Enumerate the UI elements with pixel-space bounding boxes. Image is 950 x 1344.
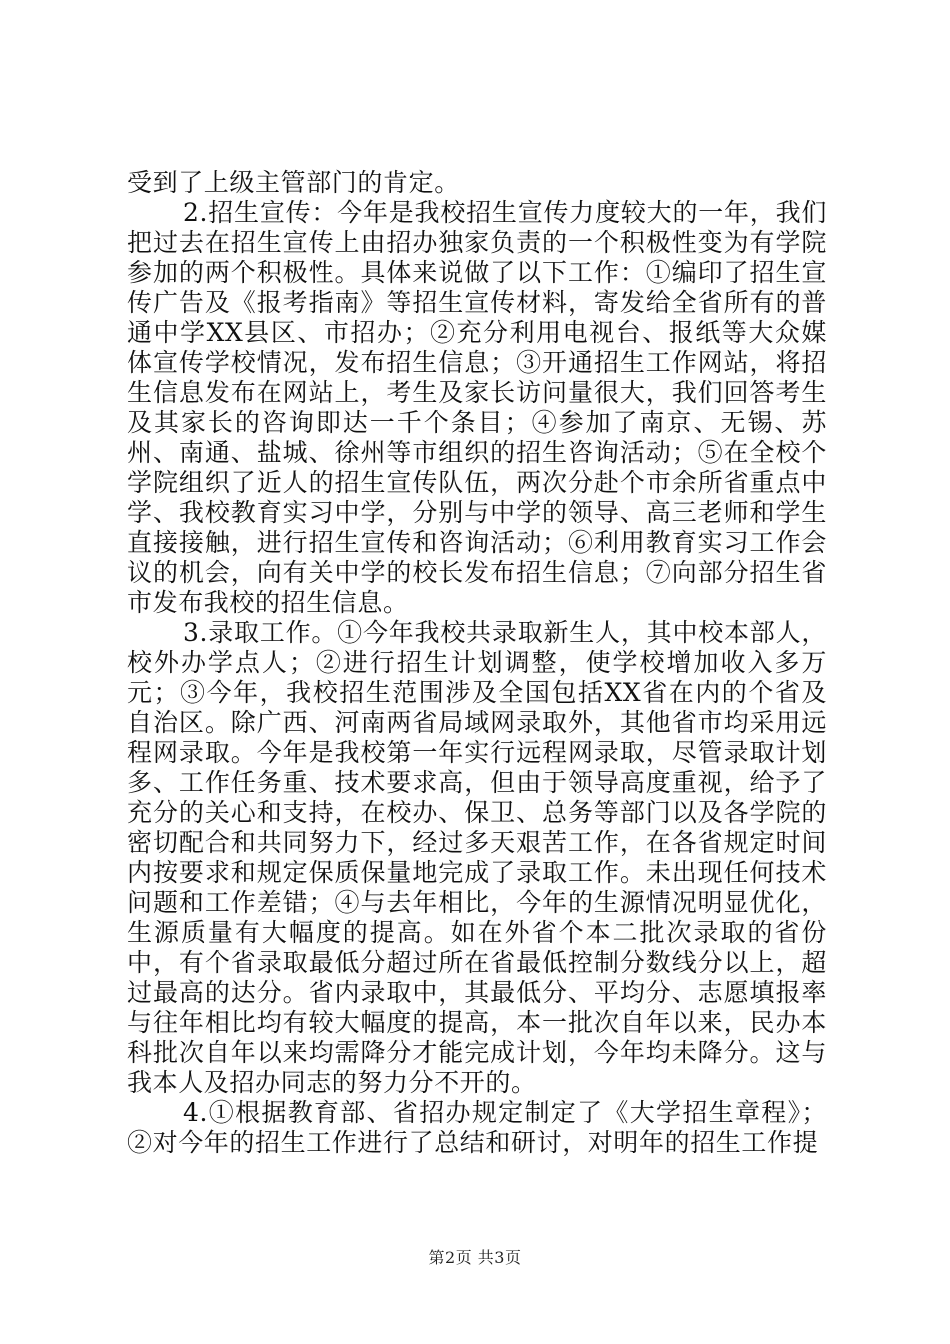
paragraph-continuation: 受到了上级主管部门的肯定。	[127, 168, 460, 197]
paragraph-admission-work: 3.录取工作。①今年我校共录取新生人，其中校本部人，校外办学点人；②进行招生计划调整，使学校增加收入多万元；③今年，我校招生范围涉及全国包括XX省在内的个省及自治区。除广西、河南两省局域网录取外，其他省市均采用远程网录取。今年是我校第一年实行远程网录取，尽管录取计划多、工作任务重、技术要求高，但由于领导高度重视，给予了充分的关心和支持，在校办、保卫、总务等部门以及各学院的密切配合和共同努力下，经过多天艰苦工作，在各省规定时间内按要求和规定保质保量地完成了录取工作。未出现任何技术问题和工作差错；④与去年相比，今年的生源情况明显优化，生源质量有大幅度的提高。如在外省个本二批次录取的省份中，有个省录取最低分超过所在省最低控制分数线分以上，超过最高的达分。省内录取中，其最低分、平均分、志愿填报率与往年相比均有较大幅度的提高，本一批次自年以来，民办本科批次自年以来均需降分才能完成计划，今年均未降分。这与我本人及招办同志的努力分不开的。	[127, 618, 827, 1097]
document-body	[127, 168, 827, 1158]
paragraph-recruitment-publicity: 2.招生宣传：今年是我校招生宣传力度较大的一年，我们把过去在招生宣传上由招办独家负责的一个积极性变为有学院参加的两个积极性。具体来说做了以下工作：①编印了招生宣传广告及《报考指南》等招生宣传材料，寄发给全省所有的普通中学XX县区、市招办；②充分利用电视台、报纸等大众媒体宣传学校情况，发布招生信息；③开通招生工作网站，将招生信息发布在网站上，考生及家长访问量很大，我们回答考生及其家长的咨询即达一千个条目；④参加了南京、无锡、苏州、南通、盐城、徐州等市组织的招生咨询活动；⑤在全校个学院组织了近人的招生宣传队伍，两次分赴个市余所省重点中学、我校教育实习中学，分别与中学的领导、高三老师和学生直接接触，进行招生宣传和咨询活动；⑥利用教育实习工作会议的机会，向有关中学的校长发布招生信息；⑦向部分招生省市发布我校的招生信息。	[127, 198, 827, 617]
page-number: 第2页 共3页	[428, 1248, 522, 1267]
paragraph-regulations: 4.①根据教育部、省招办规定制定了《大学招生章程》；②对今年的招生工作进行了总结和研讨，对明年的招生工作提	[127, 1098, 827, 1157]
